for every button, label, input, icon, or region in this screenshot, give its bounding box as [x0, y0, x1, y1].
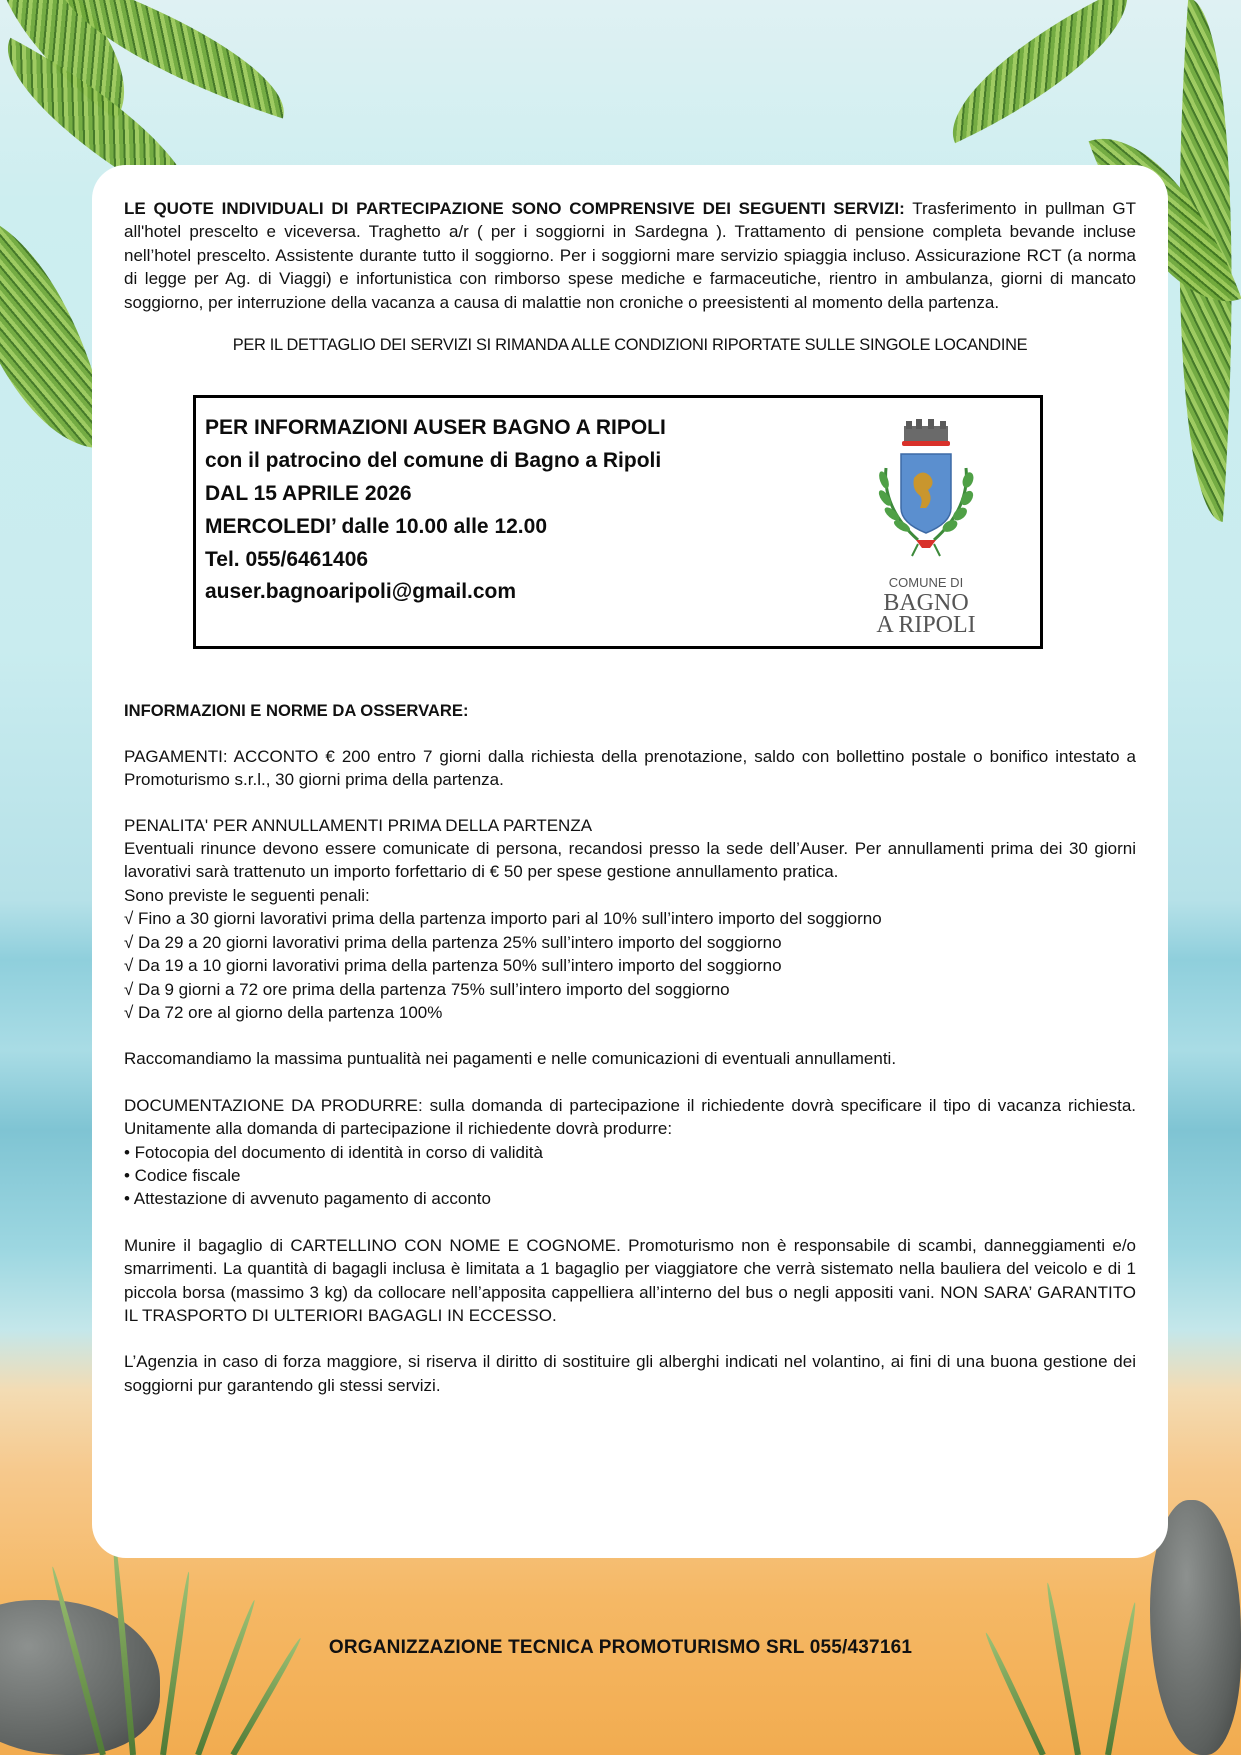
footer-organizzazione: ORGANIZZAZIONE TECNICA PROMOTURISMO SRL 055/437161	[328, 1637, 913, 1658]
penale-item: √ Fino a 30 giorni lavorativi prima della partenza importo pari al 10% sull’intero importo del soggiorno	[124, 909, 882, 929]
documenti-list	[124, 1141, 1136, 1211]
dettaglio-note: PER IL DETTAGLIO DEI SERVIZI SI RIMANDA ALLE CONDIZIONI RIPORTATE SULLE SINGOLE LOCANDINE	[232, 336, 1028, 355]
penale-item: √ Da 19 a 10 giorni lavorativi prima della partenza 50% sull’intero importo del soggiorno	[124, 956, 782, 976]
norme-title: INFORMAZIONI E NORME DA OSSERVARE:	[124, 701, 469, 721]
penali-intro: Sono previste le seguenti penali:	[124, 885, 370, 905]
info-box	[193, 395, 1043, 649]
info-start-date: DAL 15 APRILE 2026	[205, 482, 412, 506]
bagaglio-paragraph: Munire il bagaglio di CARTELLINO CON NOME E COGNOME. Promoturismo non è responsabile di scambi, danneggiamenti e/o smarrimenti. La quantità di bagagli inclusa è limitata a 1 bagaglio per viaggiatore che verrà sistemato nella bauliera del veicolo e di 1 piccola borsa (massimo 3 kg) da collocare nell’apposita cappelliera all’interno del bus o negli appositi vani. NON SARA’ GARANTITO IL TRASPORTO DI ULTERIORI BAGAGLI IN ECCESSO.	[124, 1235, 1136, 1325]
logo-bagno-a-ripoli	[856, 590, 996, 639]
info-email[interactable]: auser.bagnoaripoli@gmail.com	[205, 580, 517, 604]
info-title: PER INFORMAZIONI AUSER BAGNO A RIPOLI	[205, 416, 666, 440]
documento-item: • Attestazione di avvenuto pagamento di acconto	[124, 1189, 491, 1209]
info-lines	[196, 398, 825, 621]
intro-body: Trasferimento in pullman GT all'hotel prescelto e viceversa. Traghetto a/r ( per i soggiorni in Sardegna ). Trattamento di pensione completa bevande incluse nell’hotel prescelto. Assistente durante tutto il soggiorno. Per i soggiorni mare servizio spiaggia incluso. Assicurazione RCT (a norma di legge per Ag. di Viaggi) e infortunistica con rimborso spese mediche e farmaceutiche, rientro in ambulanza, giorni di mancato soggiorno, per interruzione della vacanza a causa di malattie non croniche o preesistenti al momento della partenza.	[124, 199, 1136, 312]
documentazione-section	[124, 1094, 1136, 1211]
content-card	[92, 165, 1168, 1558]
pagamenti-paragraph: PAGAMENTI: ACCONTO € 200 entro 7 giorni dalla richiesta della prenotazione, saldo con bollettino postale o bonifico intestato a Promoturismo s.r.l., 30 giorni prima della partenza.	[124, 746, 1136, 790]
info-phone[interactable]: Tel. 055/6461406	[205, 547, 369, 571]
documento-item: • Fotocopia del documento di identità in corso di validità	[124, 1142, 543, 1162]
info-hours: MERCOLEDI’ dalle 10.00 alle 12.00	[205, 514, 547, 538]
logo-comune-di: COMUNE DI	[888, 575, 964, 591]
intro-paragraph	[124, 197, 1136, 314]
comune-logo	[856, 418, 996, 638]
raccomandazione-paragraph: Raccomandiamo la massima puntualità nei pagamenti e nelle comunicazioni di eventuali annullamenti.	[124, 1049, 897, 1069]
penalita-section	[124, 814, 1136, 1025]
intro-heading: LE QUOTE INDIVIDUALI DI PARTECIPAZIONE SONO COMPRENSIVE DEI SEGUENTI SERVIZI:	[124, 199, 905, 218]
logo-line-a-ripoli: A RIPOLI	[876, 612, 976, 639]
coat-of-arms-icon	[856, 418, 996, 568]
agenzia-paragraph: L’Agenzia in caso di forza maggiore, si riserva il diritto di sostituire gli alberghi indicati nel volantino, ai fini di una buona gestione dei soggiorni pur garantendo gli stessi servizi.	[124, 1352, 1136, 1395]
documento-item: • Codice fiscale	[124, 1165, 241, 1185]
penalita-title: PENALITA' PER ANNULLAMENTI PRIMA DELLA PARTENZA	[124, 815, 593, 835]
penale-item: √ Da 72 ore al giorno della partenza 100%	[124, 1002, 443, 1022]
penalita-body: Eventuali rinunce devono essere comunicate di persona, recandosi presso la sede dell’Auser. Per annullamenti prima dei 30 giorni lavorativi sarà trattenuto un importo forfettario di € 50 per spese gestione annullamento pratica.	[124, 839, 1136, 882]
penali-list	[124, 907, 1136, 1024]
penale-item: √ Da 9 giorni a 72 ore prima della partenza 75% sull’intero importo del soggiorno	[124, 979, 730, 999]
documentazione-paragraph: DOCUMENTAZIONE DA PRODURRE: sulla domanda di partecipazione il richiedente dovrà specificare il tipo di vacanza richiesta. Unitamente alla domanda di partecipazione il richiedente dovrà produrre:	[124, 1095, 1136, 1139]
logo-line-bagno: BAGNO	[883, 590, 969, 617]
penale-item: √ Da 29 a 20 giorni lavorativi prima della partenza 25% sull’intero importo del soggiorno	[124, 932, 782, 952]
info-patrocinio: con il patrocino del comune di Bagno a Ripoli	[205, 449, 662, 473]
